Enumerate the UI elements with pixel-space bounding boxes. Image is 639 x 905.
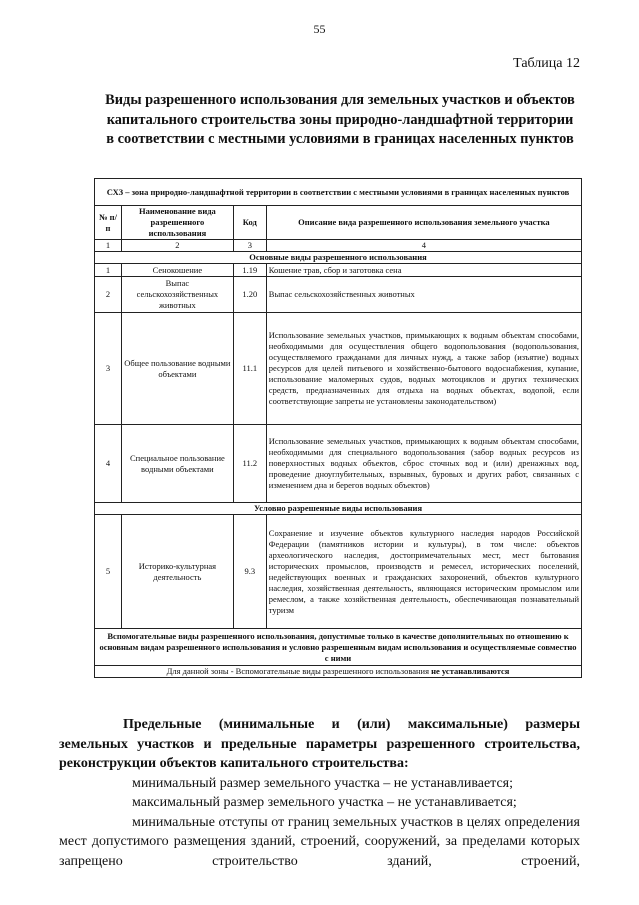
row-name: Историко-культурная деятельность bbox=[121, 515, 233, 629]
col-number: 4 bbox=[266, 240, 581, 252]
col-number: 1 bbox=[95, 240, 122, 252]
row-name: Общее пользование водными объектами bbox=[121, 313, 233, 425]
column-header-row bbox=[95, 206, 582, 240]
section-conditional-row bbox=[95, 503, 582, 515]
row-number: 2 bbox=[95, 277, 122, 313]
body-line-min-size: минимальный размер земельного участка – не устанавливается; bbox=[132, 775, 514, 791]
row-name: Сенокошение bbox=[121, 264, 233, 277]
zone-header-row bbox=[95, 179, 582, 206]
row-number: 5 bbox=[95, 515, 122, 629]
section-auxiliary-row bbox=[95, 629, 582, 666]
table-row bbox=[95, 264, 582, 277]
row-code: 11.2 bbox=[233, 425, 266, 503]
section-main-heading: Основные виды разрешенного использования bbox=[95, 252, 582, 264]
table-row bbox=[95, 515, 582, 629]
zone-header: СХЗ – зона природно-ландшафтной территории в соответствии с местными условиями в границах населенных пунктов bbox=[95, 179, 582, 206]
row-number: 4 bbox=[95, 425, 122, 503]
table-row bbox=[95, 277, 582, 313]
section-main-row bbox=[95, 252, 582, 264]
row-code: 1.20 bbox=[233, 277, 266, 313]
row-number: 1 bbox=[95, 264, 122, 277]
aux-note-bold: не устанавливаются bbox=[431, 666, 510, 676]
limits-heading: Предельные (минимальные и (или) максимальные) размеры земельных участков и предельные параметры разрешенного строительства, реконструкции объектов капитального строительства: bbox=[59, 717, 580, 771]
page-number: 55 bbox=[313, 22, 326, 36]
col-header-description: Описание вида разрешенного использования земельного участка bbox=[266, 206, 581, 240]
col-header-code: Код bbox=[233, 206, 266, 240]
row-code: 9.3 bbox=[233, 515, 266, 629]
row-description: Сохранение и изучение объектов культурного наследия народов Российской Федерации (памятников истории и культуры), в том числе: объектов археологического наследия, достопримечательных мест, мест бытования исторических промыслов, производств и ремесел, исторических поселений, недействующих военных и гражданских захоронений, объектов культурного наследия, хозяйственная деятельность, являющаяся историческим промыслом или ремеслом, а также хозяйственная деятельность, обеспечивающая познавательный туризм bbox=[266, 515, 581, 629]
table-row bbox=[95, 313, 582, 425]
section-auxiliary-heading: Вспомогательные виды разрешенного использования, допустимые только в качестве дополнительных по отношению к основным видам разрешенного использования и условно разрешенным видам использования и осуществляемые совместно с ними bbox=[95, 629, 582, 666]
row-code: 11.1 bbox=[233, 313, 266, 425]
aux-note-text: Для данной зоны - Вспомогательные виды разрешенного использования bbox=[166, 666, 432, 676]
col-header-num: № п/п bbox=[95, 206, 122, 240]
row-description: Выпас сельскохозяйственных животных bbox=[266, 277, 581, 313]
col-number: 2 bbox=[121, 240, 233, 252]
land-use-table bbox=[94, 178, 582, 678]
col-number: 3 bbox=[233, 240, 266, 252]
row-description: Использование земельных участков, примыкающих к водным объектам способами, необходимыми для осуществления общего водопользования (водопользования, осуществляемого гражданами для личных нужд, а также забор (изъятие) водных ресурсов для целей питьевого и хозяйственно-бытового водоснабжения, купание, использование маломерных судов, водных мотоциклов и других технических средств, предназначенных для отдыха на водных объектах, водопой, если соответствующие запреты не установлены законодательством) bbox=[266, 313, 581, 425]
body-line-setbacks: минимальные отступы от границ земельных участков в целях определения мест допустимого размещения зданий, строений, сооружений, за пределами которых запрещено строительство зданий, строений, bbox=[59, 814, 580, 869]
aux-note-row bbox=[95, 666, 582, 678]
column-number-row bbox=[95, 240, 582, 252]
document-title: Виды разрешенного использования для земельных участков и объектов капитального строительства зоны природно-ландшафтной территории в соответствии с местными условиями в границах населенных пунктов bbox=[105, 92, 575, 147]
row-description: Использование земельных участков, примыкающих к водным объектам способами, необходимыми для специального водопользования (забор водных ресурсов из поверхностных водных объектов, сброс сточных вод и (или) дренажных вод, проведение дноуглубительных, взрывных, буровых и других работ, связанных с изменением дна и берегов водных объектов) bbox=[266, 425, 581, 503]
row-number: 3 bbox=[95, 313, 122, 425]
body-line-max-size: максимальный размер земельного участка – не устанавливается; bbox=[132, 795, 517, 810]
aux-note bbox=[95, 666, 582, 678]
row-name: Специальное пользование водными объектами bbox=[121, 425, 233, 503]
table-label: Таблица 12 bbox=[513, 56, 580, 71]
table-row bbox=[95, 425, 582, 503]
row-code: 1.19 bbox=[233, 264, 266, 277]
row-description: Кошение трав, сбор и заготовка сена bbox=[266, 264, 581, 277]
col-header-name: Наименование вида разрешенного использования bbox=[121, 206, 233, 240]
row-name: Выпас сельскохозяйственных животных bbox=[121, 277, 233, 313]
body-text bbox=[59, 715, 580, 871]
section-conditional-heading: Условно разрешенные виды использования bbox=[95, 503, 582, 515]
